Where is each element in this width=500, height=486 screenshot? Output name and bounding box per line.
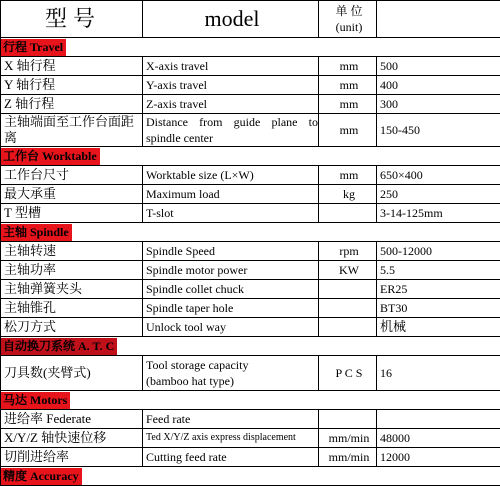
header-model-en: model xyxy=(143,1,319,38)
table-row xyxy=(1,261,500,280)
header-value xyxy=(377,1,500,38)
param-unit xyxy=(319,410,377,429)
table-row xyxy=(1,410,500,429)
param-en: Maximum load xyxy=(143,185,319,204)
param-en: Spindle Speed xyxy=(143,242,319,261)
table-row xyxy=(1,299,500,318)
param-unit xyxy=(319,299,377,318)
param-value: 500-12000 xyxy=(377,242,500,261)
param-cn: Z 轴行程 xyxy=(1,95,143,114)
param-value: 300 xyxy=(377,95,500,114)
param-unit: KW xyxy=(319,261,377,280)
param-en: Spindle taper hole xyxy=(143,299,319,318)
param-unit: mm/min xyxy=(319,448,377,467)
param-unit: mm xyxy=(319,166,377,185)
table-row xyxy=(1,448,500,467)
header-unit xyxy=(319,1,377,38)
param-unit xyxy=(319,204,377,223)
param-unit: mm xyxy=(319,95,377,114)
header-model-cn: 型号 xyxy=(1,1,143,38)
table-row xyxy=(1,114,500,147)
header-row xyxy=(1,1,500,38)
param-unit: kg xyxy=(319,185,377,204)
param-unit: mm xyxy=(319,57,377,76)
param-en-line2: (bamboo hat type) xyxy=(146,374,234,388)
param-en: Unlock tool way xyxy=(143,318,319,337)
section-label-worktable: 工作台 Worktable xyxy=(1,148,100,165)
param-en: Spindle motor power xyxy=(143,261,319,280)
param-cn: 刀具数(夹臂式) xyxy=(1,356,143,391)
param-unit xyxy=(319,318,377,337)
param-value: 3-14-125mm xyxy=(377,204,500,223)
param-unit: mm xyxy=(319,76,377,95)
param-unit: rpm xyxy=(319,242,377,261)
table-row xyxy=(1,76,500,95)
param-value: 400 xyxy=(377,76,500,95)
param-cn: 主轴锥孔 xyxy=(1,299,143,318)
section-label-atc: 自动换刀系统 A. T. C xyxy=(1,338,117,355)
param-value: 500 xyxy=(377,57,500,76)
param-cn: 主轴弹簧夹头 xyxy=(1,280,143,299)
section-travel xyxy=(1,38,500,57)
param-unit: mm xyxy=(319,114,377,147)
section-spindle xyxy=(1,223,500,242)
section-label-spindle: 主轴 Spindle xyxy=(1,224,72,241)
param-en: Spindle collet chuck xyxy=(143,280,319,299)
header-unit-cn: 单 位 xyxy=(335,4,363,18)
param-en-line1: Tool storage capacity xyxy=(146,358,249,372)
param-value: 250 xyxy=(377,185,500,204)
param-en: Feed rate xyxy=(143,410,319,429)
param-cn: 切削进给率 xyxy=(1,448,143,467)
param-en: T-slot xyxy=(143,204,319,223)
param-cn: 工作台尺寸 xyxy=(1,166,143,185)
param-cn: 主轴功率 xyxy=(1,261,143,280)
param-cn: 松刀方式 xyxy=(1,318,143,337)
param-value: 650×400 xyxy=(377,166,500,185)
section-worktable xyxy=(1,147,500,166)
param-cn: T 型槽 xyxy=(1,204,143,223)
param-en: Distance from guide plane to spindle center xyxy=(143,114,319,147)
param-value: BT30 xyxy=(377,299,500,318)
param-value: ER25 xyxy=(377,280,500,299)
param-value: 12000 xyxy=(377,448,500,467)
param-en: Y-axis travel xyxy=(143,76,319,95)
section-label-accuracy: 精度 Accuracy xyxy=(1,468,82,485)
param-value: 16 xyxy=(377,356,500,391)
param-value: 机械 xyxy=(377,318,500,337)
param-en: X-axis travel xyxy=(143,57,319,76)
table-row xyxy=(1,166,500,185)
section-atc xyxy=(1,337,500,356)
param-cn: X/Y/Z 轴快速位移 xyxy=(1,429,143,448)
table-row xyxy=(1,356,500,391)
section-motors xyxy=(1,391,500,410)
table-row xyxy=(1,204,500,223)
param-en: Ted X/Y/Z axis express displacement xyxy=(143,429,319,448)
param-value: 150-450 xyxy=(377,114,500,147)
param-en: Worktable size (L×W) xyxy=(143,166,319,185)
param-value: 5.5 xyxy=(377,261,500,280)
param-unit: mm/min xyxy=(319,429,377,448)
section-label-travel: 行程 Travel xyxy=(1,39,66,56)
param-en: Z-axis travel xyxy=(143,95,319,114)
param-unit: P C S xyxy=(319,356,377,391)
param-unit xyxy=(319,280,377,299)
table-row xyxy=(1,280,500,299)
param-cn: 最大承重 xyxy=(1,185,143,204)
table-row xyxy=(1,318,500,337)
table-row xyxy=(1,95,500,114)
param-cn: 主轴转速 xyxy=(1,242,143,261)
table-row xyxy=(1,185,500,204)
param-en xyxy=(143,356,319,391)
param-cn: X 轴行程 xyxy=(1,57,143,76)
section-label-motors: 马达 Motors xyxy=(1,392,70,409)
header-unit-en: (unit) xyxy=(335,20,363,34)
param-cn: 主轴端面至工作台面距离 xyxy=(1,114,143,147)
table-row xyxy=(1,242,500,261)
table-row xyxy=(1,57,500,76)
param-en: Cutting feed rate xyxy=(143,448,319,467)
section-accuracy xyxy=(1,467,500,486)
table-row xyxy=(1,429,500,448)
param-cn: 进给率 Federate xyxy=(1,410,143,429)
param-value: 48000 xyxy=(377,429,500,448)
param-cn: Y 轴行程 xyxy=(1,76,143,95)
param-value xyxy=(377,410,500,429)
